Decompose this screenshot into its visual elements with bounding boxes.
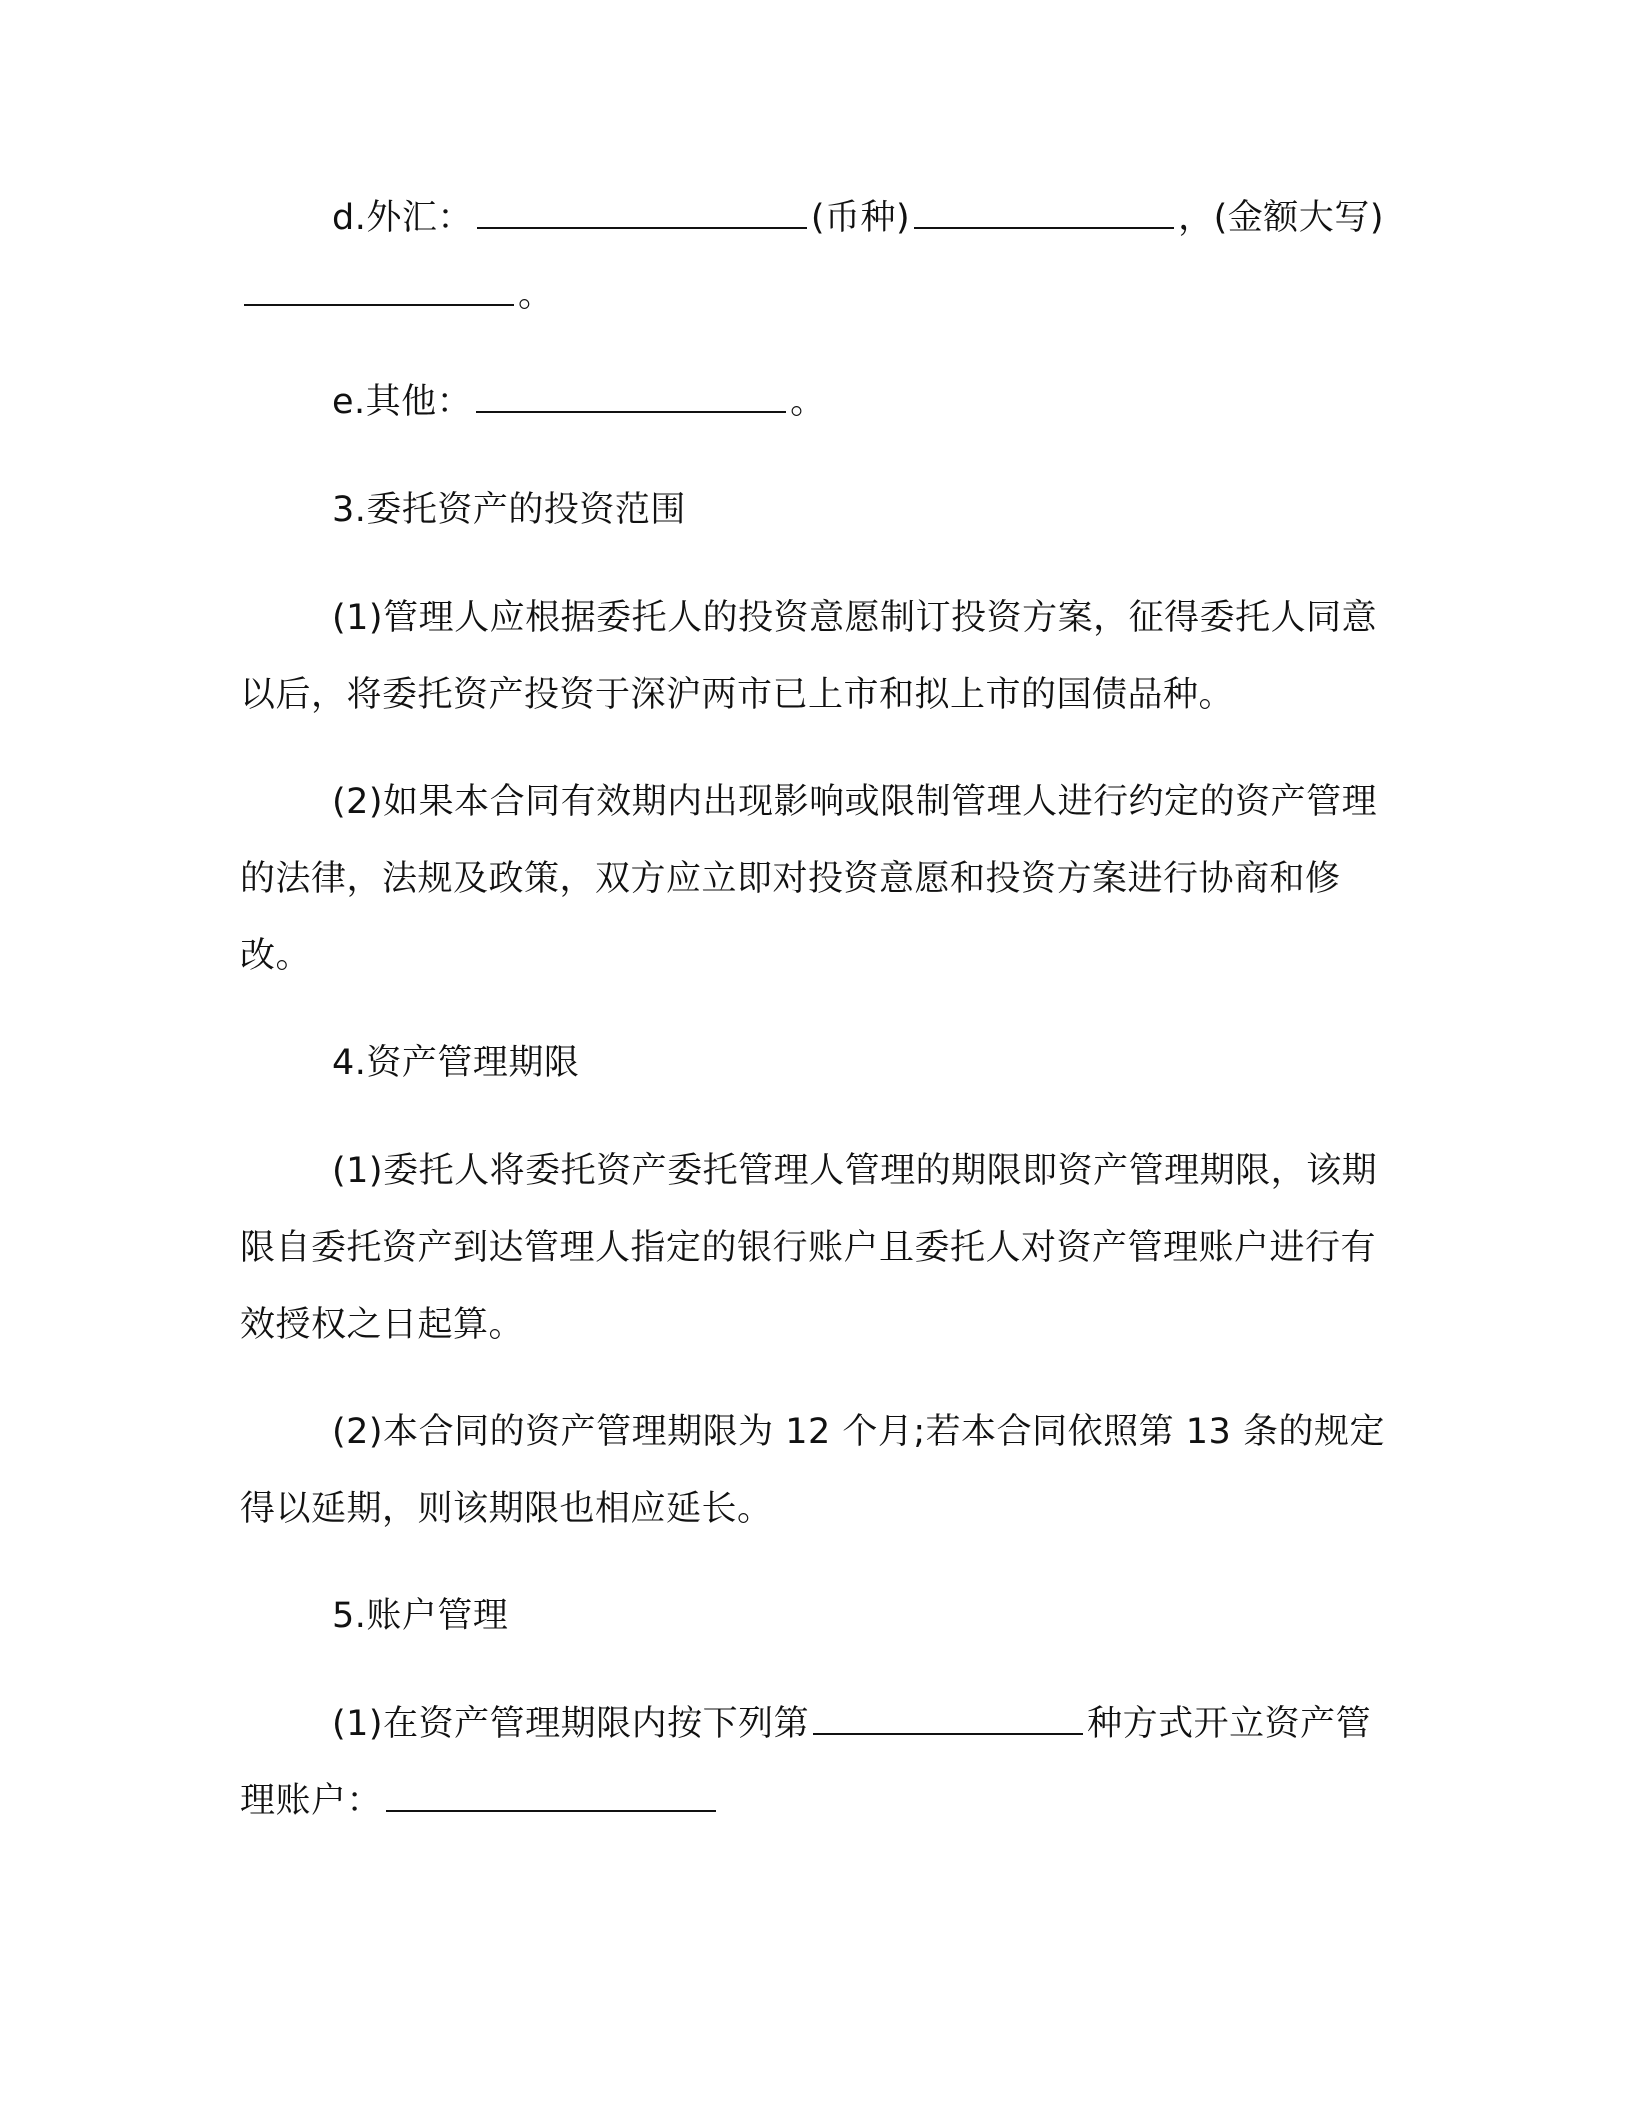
section-3-title: 3.委托资产的投资范围	[332, 490, 686, 530]
other-end: 。	[790, 382, 826, 422]
method-blank	[813, 1705, 1083, 1735]
forex-amount-blank	[244, 276, 514, 306]
section-5-text-middle: 种方式开立资产管理账户：	[240, 1704, 1372, 1821]
other-label: e.其他：	[332, 382, 473, 422]
forex-currency-label: (币种)	[810, 198, 911, 238]
forex-blank-1	[477, 199, 807, 229]
section-4-paragraph-1: (1)委托人将委托资产委托管理人管理的期限即资产管理期限，该期限自委托资产到达管理人指定的银行账户且委托人对资产管理账户进行有效授权之日起算。	[240, 1151, 1378, 1345]
document-page	[240, 180, 1390, 1870]
section-3-paragraph-2: (2)如果本合同有效期内出现影响或限制管理人进行约定的资产管理的法律，法规及政策，双方应立即对投资意愿和投资方案进行协商和修改。	[240, 782, 1378, 976]
forex-comma: ，(金额大	[1178, 198, 1335, 238]
section-3-paragraph-1: (1)管理人应根据委托人的投资意愿制订投资方案，征得委托人同意以后，将委托资产投资于深沪两市已上市和拟上市的国债品种。	[240, 598, 1378, 715]
forex-label: d.外汇：	[332, 198, 473, 238]
section-5-text-start: (1)在资产管理期限内按下列第	[332, 1704, 810, 1744]
account-blank	[386, 1782, 716, 1812]
other-blank	[476, 383, 786, 413]
other-paragraph	[240, 364, 1390, 441]
forex-line2-label: 写)	[1334, 198, 1384, 238]
forex-blank-2	[914, 199, 1174, 229]
section-5-paragraph-1	[240, 1686, 1390, 1840]
forex-end: 。	[518, 275, 554, 315]
forex-paragraph	[240, 180, 1390, 334]
section-4-paragraph-2: (2)本合同的资产管理期限为 12 个月;若本合同依照第 13 条的规定得以延期，则该期限也相应延长。	[240, 1412, 1385, 1529]
section-5-title: 5.账户管理	[332, 1596, 509, 1636]
section-4-title: 4.资产管理期限	[332, 1043, 580, 1083]
